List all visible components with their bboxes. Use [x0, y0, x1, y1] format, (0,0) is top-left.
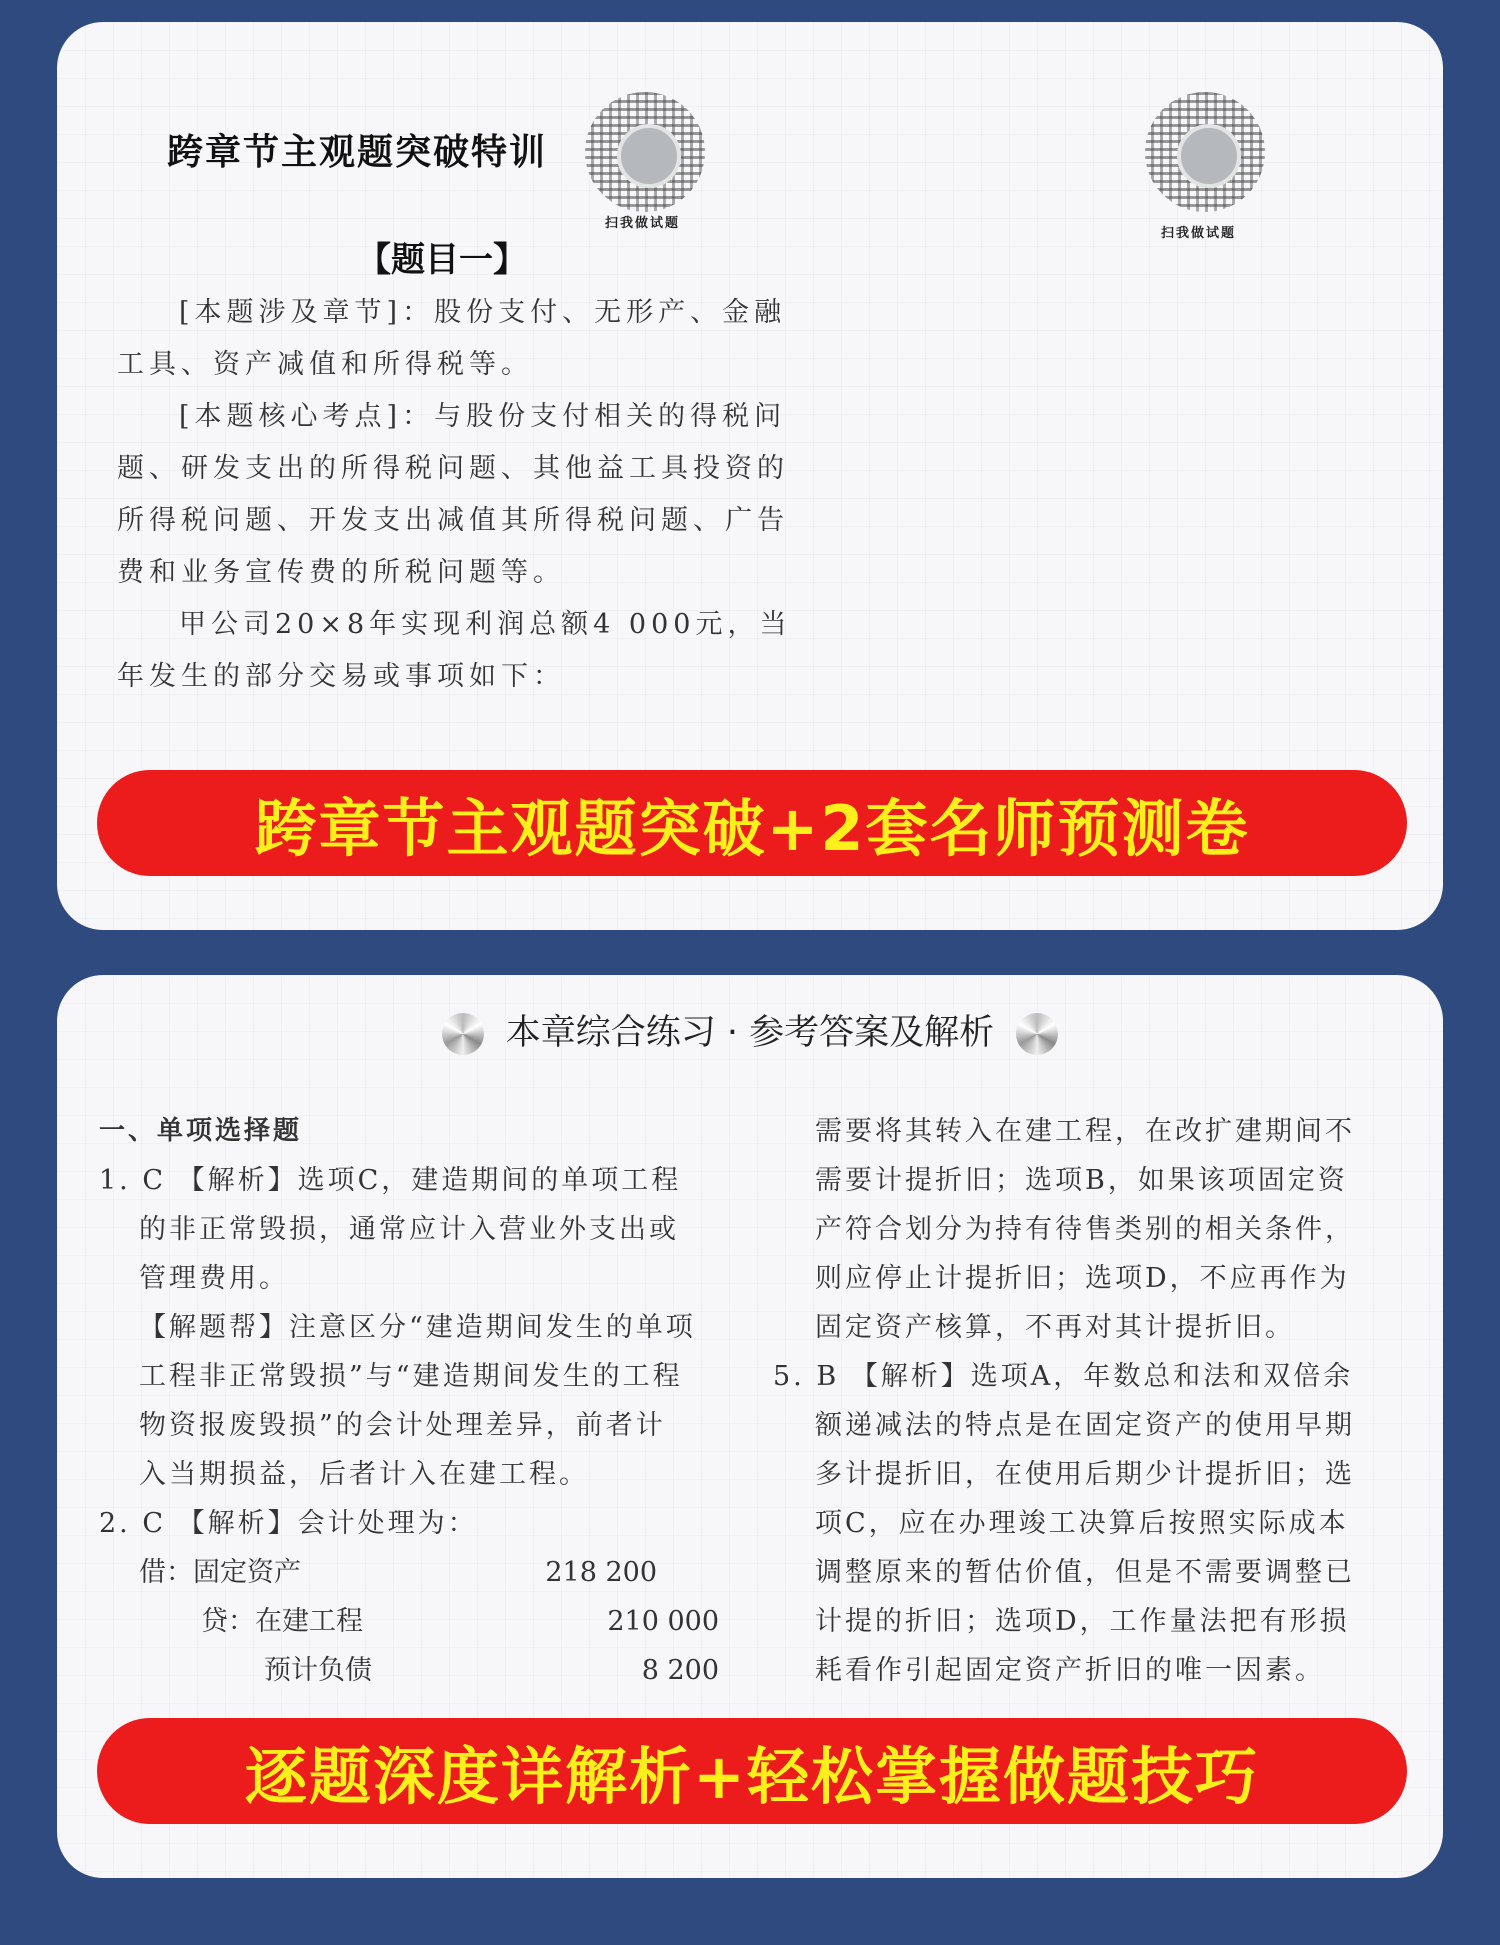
ledger-row: [99, 1597, 719, 1646]
bottom-card: [57, 975, 1443, 1878]
answer-line: 入当期损益，后者计入在建工程。: [139, 1459, 589, 1490]
answers-right-column: [773, 1107, 1433, 1695]
ledger-row: [99, 1548, 719, 1597]
answer-line: 5. B 【解析】选项A，年数总和法和双倍余: [773, 1361, 1354, 1392]
ledger-account: 预计负债: [264, 1655, 372, 1686]
qr-code-icon: [1145, 92, 1265, 212]
answer-line: 固定资产核算，不再对其计提折旧。: [815, 1312, 1295, 1343]
answer-line: 耗看作引起固定资产折旧的唯一因素。: [815, 1655, 1325, 1686]
answer-line: 管理费用。: [139, 1263, 289, 1294]
chapter-scope-paragraph: [本题涉及章节]：股份支付、无形产、金融工具、资产减值和所得税等。: [117, 297, 787, 380]
answers-left-column: [99, 1107, 739, 1695]
section-title-text: 本章综合练习 · 参考答案及解析: [505, 1013, 995, 1053]
question-subtitle: 【题目一】: [357, 240, 527, 280]
answer-line: 调整原来的暂估价值，但是不需要调整已: [815, 1557, 1355, 1588]
answer-line: 的非正常毁损，通常应计入营业外支出或: [139, 1214, 679, 1245]
company-profit-paragraph: 甲公司20×8年实现利润总额4 000元，当年发生的部分交易或事项如下：: [117, 609, 792, 692]
answer-line: 物资报废毁损”的会计处理差异，前者计: [139, 1410, 666, 1441]
qr-label-left: 扫我做试题: [605, 216, 681, 231]
ledger-row: [99, 1646, 719, 1695]
answer-line: 项C，应在办理竣工决算后按照实际成本: [815, 1508, 1349, 1539]
answer-line: 则应停止计提折旧；选项D，不应再作为: [815, 1263, 1350, 1294]
answer-line: 工程非正常毁损”与“建造期间发生的工程: [139, 1361, 683, 1392]
ledger-amount: 218 200: [545, 1557, 657, 1588]
ledger-amount: 210 000: [607, 1606, 719, 1637]
ledger-amount: 8 200: [641, 1655, 719, 1686]
swirl-ornament-icon: [1016, 1013, 1058, 1055]
bottom-promo-banner: 逐题深度详解析+轻松掌握做题技巧: [97, 1718, 1407, 1824]
answer-line: 1. C 【解析】选项C，建造期间的单项工程: [99, 1165, 682, 1196]
answer-line: 计提的折旧；选项D，工作量法把有形损: [815, 1606, 1350, 1637]
answer-line: 需要将其转入在建工程，在改扩建期间不: [815, 1116, 1355, 1147]
answer-line: 产符合划分为持有待售类别的相关条件，: [815, 1214, 1355, 1245]
ledger-account: 借：固定资产: [139, 1557, 301, 1588]
answer-line: 需要计提折旧；选项B，如果该项固定资: [815, 1165, 1348, 1196]
answer-line: 2. C 【解析】会计处理为：: [99, 1508, 478, 1539]
ledger-account: 贷：在建工程: [201, 1606, 363, 1637]
top-promo-banner: 跨章节主观题突破+2套名师预测卷: [97, 770, 1407, 876]
qr-code-icon: [585, 92, 705, 212]
answer-line: 【解题帮】注意区分“建造期间发生的单项: [139, 1312, 696, 1343]
left-page-title: 跨章节主观题突破特训: [167, 132, 548, 173]
core-points-paragraph: [本题核心考点]：与股份支付相关的得税问题、研发支出的所得税问题、其他益工具投资的所得税问题、开发支出减值其所得税问题、广告费和业务宣传费的所税问题等。: [117, 401, 789, 588]
answer-line: 多计提折旧，在使用后期少计提折旧；选: [815, 1459, 1355, 1490]
question-type-heading: 一、单项选择题: [99, 1116, 303, 1146]
qr-label-right: 扫我做试题: [1161, 226, 1237, 241]
answer-line: 额递减法的特点是在固定资产的使用早期: [815, 1410, 1355, 1441]
swirl-ornament-icon: [442, 1013, 484, 1055]
top-card: [57, 22, 1443, 930]
section-title: [57, 1005, 1443, 1055]
